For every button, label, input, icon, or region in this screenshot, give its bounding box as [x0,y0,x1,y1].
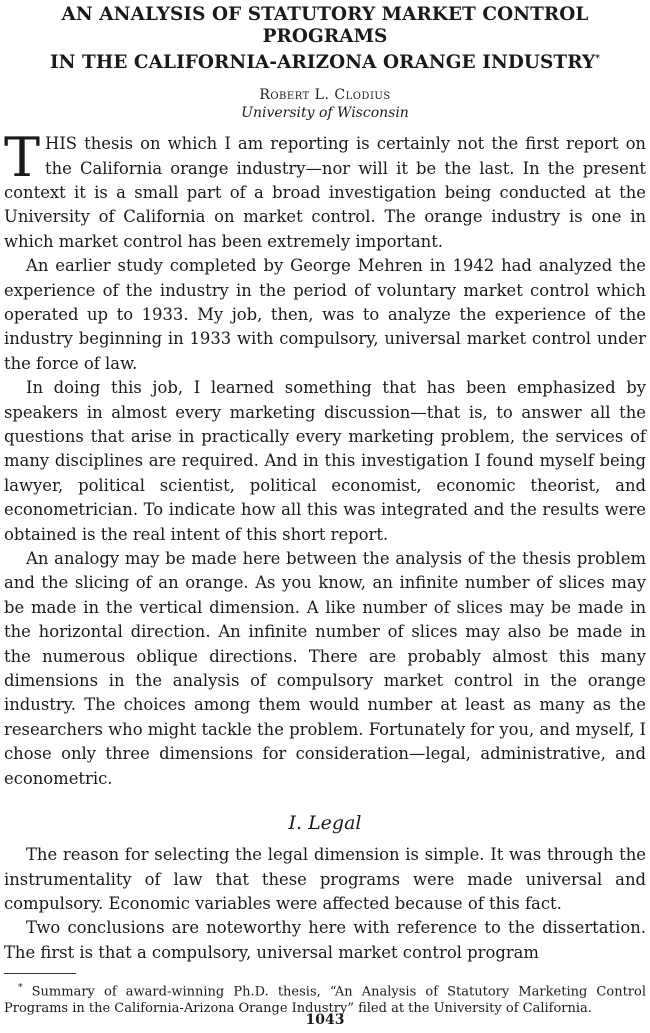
paragraph-5: The reason for selecting the legal dimension is simple. It was through the instrumentality of law that these programs were made universal and compulsory. Economic variables were affected because of this fact. [4,845,646,913]
page-number: 1043 [305,1012,345,1028]
article-body [4,126,647,965]
author-affiliation: University of Wisconsin [241,105,409,122]
paragraph-1 [4,126,646,254]
paragraph-6: Two conclusions are noteworthy here with reference to the dissertation. The first is that a compulsory, universal market control program [4,918,646,962]
paragraph-3: In doing this job, I learned something that has been emphasized by speakers in almost every marketing discussion—that is, to answer all the questions that arise in practically every marketing problem, the services of many disciplines are required. And in this investigation I found myself being lawyer, political scientist, political economist, economic theorist, and econometrician. To indicate how all this was integrated and the results were obtained is the real intent of this short report. [4,378,646,544]
drop-cap: T [4,126,41,190]
section-heading: I. Legal [288,812,362,835]
footnote-text: Summary of award-winning Ph.D. thesis, “An Analysis of Statutory Marketing Control Programs in the California-Arizona Orange Industry” filed at the University of California. [4,984,646,1016]
footnote-mark: * [18,983,23,994]
paragraph-1-text: HIS thesis on which I am reporting is certainly not the first report on the California orange industry—nor will it be the last. In the present context it is a small part of a broad investigation being conducted at the University of California on market control. The orange industry is one in which market control has been extremely important. [4,134,646,251]
author-name: Robert L. Clodius [259,87,391,104]
title-line-1: AN ANALYSIS OF STATUTORY MARKET CONTROL PROGRAMS [61,4,589,47]
page [4,4,646,1017]
article-title [4,4,646,74]
footnote-divider [4,973,76,974]
title-footnote-mark: * [595,54,601,64]
title-line-2: IN THE CALIFORNIA-ARIZONA ORANGE INDUSTRY [49,52,596,74]
paragraph-2: An earlier study completed by George Mehren in 1942 had analyzed the experience of the industry in the period of voluntary market control which operated up to 1933. My job, then, was to analyze the experience of the industry beginning in 1933 with compulsory, universal market control under the force of law. [4,256,646,373]
paragraph-4: An analogy may be made here between the analysis of the thesis problem and the slicing of an orange. As you know, an infinite number of slices may be made in the vertical dimension. A like number of slices may be made in the horizontal direction. An infinite number of slices may also be made in the numerous oblique directions. There are probably almost this many dimensions in the analysis of compulsory market control in the orange industry. The choices among them would number at least as many as the researchers who might tackle the problem. Fortunately for you, and myself, I chose only three dimensions for consideration—legal, administrative, and econometric. [4,549,647,788]
